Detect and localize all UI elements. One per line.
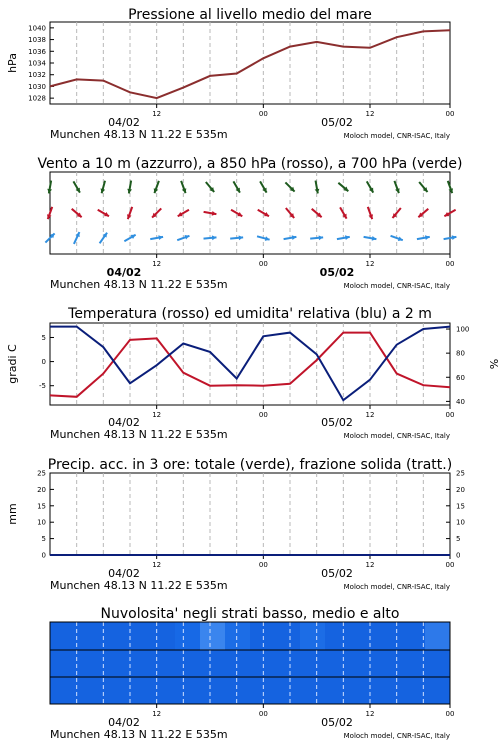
x-tick-label: 00 [445, 561, 455, 569]
humidity-y-label: % [487, 358, 500, 370]
x-tick-label: 12 [365, 561, 375, 569]
y-tick-label: 0 [456, 551, 461, 560]
y-tick-label: 0 [41, 551, 46, 560]
x-tick-label: 12 [365, 110, 375, 118]
cloud-cells [50, 622, 451, 704]
cloud-cell [75, 622, 101, 650]
wind-date-2: 05/02 [319, 266, 355, 279]
y-tick-label: 60 [456, 373, 465, 382]
cloud-cell [50, 650, 76, 677]
y-tick-label: 20 [37, 485, 46, 494]
precipitation-location: Munchen 48.13 N 11.22 E 535m [50, 579, 228, 592]
y-tick-label: 1028 [28, 94, 46, 103]
cloud-cell [200, 622, 226, 650]
pressure-y-label: hPa [6, 53, 19, 73]
y-tick-label: 1036 [28, 47, 46, 56]
cloud-cell [225, 677, 251, 704]
y-tick-label: 10 [37, 518, 46, 527]
wind-x-ticks [152, 254, 454, 268]
precipitation-frame [50, 473, 450, 555]
x-tick-label: 00 [258, 110, 268, 118]
cloud-cell [125, 650, 151, 677]
cloud-cell [200, 677, 226, 704]
cloud-cell [275, 677, 301, 704]
cloud-cell [275, 622, 301, 650]
cloud-cell [225, 622, 251, 650]
cloud-cell [350, 677, 376, 704]
y-tick-label: 10 [456, 518, 465, 527]
x-tick-label: 12 [152, 411, 162, 419]
x-tick-label: 00 [445, 260, 455, 268]
cloud-x-ticks [152, 704, 454, 718]
x-tick-label: 00 [445, 710, 455, 718]
wind-arrow-head [239, 235, 244, 240]
wind-arrow-head [212, 235, 217, 240]
pressure-location: Munchen 48.13 N 11.22 E 535m [50, 128, 228, 141]
pressure-title: Pressione al livello medio del mare [128, 7, 372, 23]
x-tick-label: 12 [365, 411, 375, 419]
cloud-cell [400, 622, 426, 650]
y-tick-label: 1032 [28, 71, 46, 80]
y-tick-label: 100 [456, 325, 470, 334]
x-tick-label: 12 [152, 561, 162, 569]
y-tick-label: 25 [37, 469, 46, 478]
precipitation-date-2: 05/02 [321, 567, 353, 580]
cloud-cell [425, 622, 451, 650]
wind-frame [50, 172, 450, 254]
temperature-y-label: gradi C [6, 344, 19, 384]
y-tick-label: 40 [456, 397, 465, 406]
cloud-cell [250, 622, 276, 650]
wind-date-1: 04/02 [106, 266, 142, 279]
wind-model: Moloch model, CNR-ISAC, Italy [343, 282, 450, 290]
y-tick-label: 15 [37, 502, 46, 511]
temperature-y-ticks [39, 334, 54, 390]
x-tick-label: 00 [258, 260, 268, 268]
precipitation-y-ticks [37, 470, 54, 560]
cloud-cell [50, 677, 76, 704]
cloud-date-1: 04/02 [108, 716, 140, 729]
temperature-panel [6, 306, 500, 441]
y-tick-label: 5 [456, 535, 461, 544]
cloud-title: Nuvolosita' negli strati basso, medio e alto [100, 606, 400, 622]
cloud-cell [400, 677, 426, 704]
x-tick-label: 12 [152, 110, 162, 118]
pressure-date-2: 05/02 [321, 116, 353, 129]
x-tick-label: 12 [152, 710, 162, 718]
y-tick-label: 5 [41, 535, 46, 544]
cloud-cell [75, 677, 101, 704]
precipitation-grid [77, 473, 424, 555]
y-tick-label: 80 [456, 349, 465, 358]
temperature-date-1: 04/02 [108, 416, 140, 429]
x-tick-label: 00 [445, 110, 455, 118]
cloud-location: Munchen 48.13 N 11.22 E 535m [50, 728, 228, 741]
pressure-line [50, 30, 450, 98]
precipitation-model: Moloch model, CNR-ISAC, Italy [343, 583, 450, 591]
cloud-cell [400, 650, 426, 677]
cloud-cell [425, 650, 451, 677]
y-tick-label: 5 [41, 333, 46, 342]
pressure-model: Moloch model, CNR-ISAC, Italy [343, 132, 450, 140]
cloud-cell [175, 677, 201, 704]
wind-panel [37, 156, 462, 291]
cloud-cell [150, 650, 176, 677]
y-tick-label: 1030 [28, 82, 46, 91]
x-tick-label: 12 [365, 260, 375, 268]
x-tick-label: 00 [258, 411, 268, 419]
cloud-panel [50, 606, 454, 741]
x-tick-label: 00 [445, 411, 455, 419]
precipitation-date-1: 04/02 [108, 567, 140, 580]
temperature-date-2: 05/02 [321, 416, 353, 429]
cloud-cell [325, 650, 351, 677]
wind-title: Vento a 10 m (azzurro), a 850 hPa (rosso), a 700 hPa (verde) [37, 156, 463, 172]
cloud-cell [50, 622, 76, 650]
cloud-model: Moloch model, CNR-ISAC, Italy [343, 732, 450, 740]
cloud-cell [350, 622, 376, 650]
cloud-cell [350, 650, 376, 677]
y-tick-label: 15 [456, 502, 465, 511]
cloud-cell [75, 650, 101, 677]
y-tick-label: 0 [41, 358, 46, 367]
x-tick-label: 12 [365, 710, 375, 718]
cloud-cell [150, 677, 176, 704]
cloud-cell [300, 650, 326, 677]
pressure-frame [50, 22, 450, 104]
wind-arrow-head [319, 235, 324, 240]
temperature-location: Munchen 48.13 N 11.22 E 535m [50, 428, 228, 441]
y-tick-label: 1040 [28, 24, 46, 33]
wind-location: Munchen 48.13 N 11.22 E 535m [50, 278, 228, 291]
cloud-cell [200, 650, 226, 677]
pressure-series [50, 30, 450, 98]
pressure-x-ticks [152, 104, 454, 118]
precipitation-y-label: mm [6, 503, 19, 525]
x-tick-label: 12 [152, 260, 162, 268]
y-tick-label: -5 [39, 382, 46, 391]
temperature-line [50, 333, 450, 397]
cloud-cell [250, 677, 276, 704]
precipitation-y-ticks-right [446, 470, 465, 560]
y-tick-label: 25 [456, 469, 465, 478]
x-tick-label: 00 [258, 561, 268, 569]
cloud-date-2: 05/02 [321, 716, 353, 729]
y-tick-label: 1034 [28, 59, 46, 68]
cloud-cell [150, 622, 176, 650]
cloud-cell [175, 622, 201, 650]
cloud-cell [425, 677, 451, 704]
temperature-series [50, 327, 450, 401]
precipitation-title: Precip. acc. in 3 ore: totale (verde), frazione solida (tratt.) [47, 457, 453, 473]
wind-arrows [45, 181, 456, 244]
cloud-cell [300, 622, 326, 650]
pressure-panel [6, 7, 454, 141]
x-tick-label: 00 [258, 710, 268, 718]
cloud-cell [225, 650, 251, 677]
temperature-model: Moloch model, CNR-ISAC, Italy [343, 432, 450, 440]
cloud-cell [325, 677, 351, 704]
cloud-cell [125, 677, 151, 704]
cloud-cell [275, 650, 301, 677]
precipitation-panel [6, 457, 465, 592]
cloud-cell [175, 650, 201, 677]
temperature-title: Temperatura (rosso) ed umidita' relativa (blu) a 2 m [68, 306, 432, 322]
precipitation-x-ticks [152, 555, 454, 569]
pressure-date-1: 04/02 [108, 116, 140, 129]
cloud-cell [250, 650, 276, 677]
y-tick-label: 20 [456, 485, 465, 494]
y-tick-label: 1038 [28, 36, 46, 45]
temperature-x-ticks [152, 405, 454, 419]
cloud-cell [325, 622, 351, 650]
cloud-cell [300, 677, 326, 704]
wind-grid [77, 172, 424, 254]
cloud-cell [125, 622, 151, 650]
